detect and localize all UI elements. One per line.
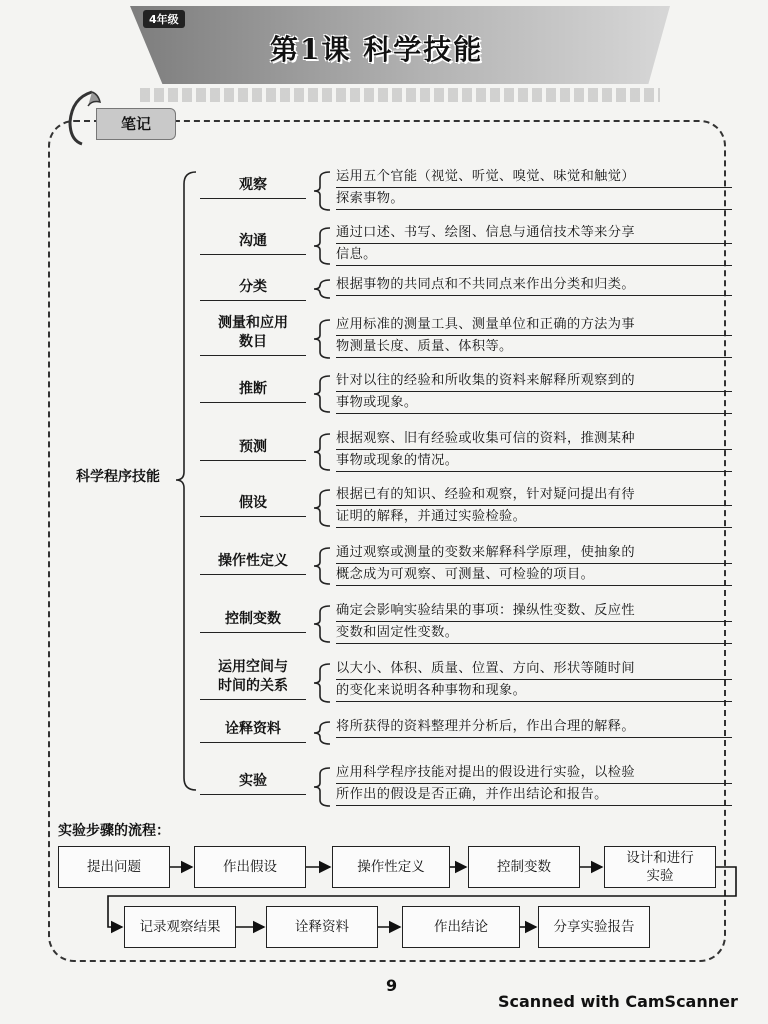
page-number: 9 <box>386 976 398 995</box>
skill-name: 观察 <box>200 176 306 199</box>
skill-name: 操作性定义 <box>200 552 306 575</box>
skill-name: 诠释资料 <box>200 720 306 743</box>
skill-name: 控制变数 <box>200 610 306 633</box>
description-line: 以大小、体积、质量、位置、方向、形状等随时间 <box>336 658 732 680</box>
skill-name: 测量和应用 数目 <box>200 314 306 356</box>
description-line: 证明的解释，并通过实验检验。 <box>336 506 732 528</box>
skill-name: 沟通 <box>200 232 306 255</box>
description-line: 根据事物的共同点和不共同点来作出分类和归类。 <box>336 274 732 296</box>
description-line: 应用标准的测量工具、测量单位和正确的方法为事 <box>336 314 732 336</box>
skill-name: 分类 <box>200 278 306 301</box>
description-line: 事物或现象的情况。 <box>336 450 732 472</box>
flow-step: 作出结论 <box>402 906 520 948</box>
description-line: 变数和固定性变数。 <box>336 622 732 644</box>
description-line: 通过口述、书写、绘图、信息与通信技术等来分享 <box>336 222 732 244</box>
description-line: 探索事物。 <box>336 188 732 210</box>
description-line: 应用科学程序技能对提出的假设进行实验，以检验 <box>336 762 732 784</box>
description-line: 确定会影响实验结果的事项：操纵性变数、反应性 <box>336 600 732 622</box>
flow-step: 诠释资料 <box>266 906 378 948</box>
skill-name: 推断 <box>200 380 306 403</box>
description-line: 通过观察或测量的变数来解释科学原理，使抽象的 <box>336 542 732 564</box>
flow-step: 作出假设 <box>194 846 306 888</box>
flow-title: 实验步骤的流程： <box>58 823 170 839</box>
description-line: 将所获得的资料整理并分析后，作出合理的解释。 <box>336 716 732 738</box>
scanner-watermark: Scanned with CamScanner <box>498 992 738 1011</box>
description-line: 概念成为可观察、可测量、可检验的项目。 <box>336 564 732 586</box>
description-line: 物测量长度、质量、体积等。 <box>336 336 732 358</box>
skill-name: 运用空间与 时间的关系 <box>200 658 306 700</box>
flow-step: 记录观察结果 <box>124 906 236 948</box>
flow-step: 设计和进行 实验 <box>604 846 716 888</box>
description-line: 信息。 <box>336 244 732 266</box>
skill-name: 实验 <box>200 772 306 795</box>
root-label: 科学程序技能 <box>76 469 160 485</box>
description-line: 的变化来说明各种事物和现象。 <box>336 680 732 702</box>
lesson-title: 第1课 科学技能 <box>270 33 484 66</box>
notes-label: 笔记 <box>96 108 176 140</box>
description-line: 事物或现象。 <box>336 392 732 414</box>
description-line: 根据已有的知识、经验和观察，针对疑问提出有待 <box>336 484 732 506</box>
description-line: 针对以往的经验和所收集的资料来解释所观察到的 <box>336 370 732 392</box>
skill-name: 预测 <box>200 438 306 461</box>
flow-step: 操作性定义 <box>332 846 450 888</box>
description-line: 根据观察、旧有经验或收集可信的资料，推测某种 <box>336 428 732 450</box>
description-line: 运用五个官能（视觉、听觉、嗅觉、味觉和触觉） <box>336 166 732 188</box>
skill-name: 假设 <box>200 494 306 517</box>
flow-step: 控制变数 <box>468 846 580 888</box>
description-line: 所作出的假设是否正确，并作出结论和报告。 <box>336 784 732 806</box>
flow-arrow <box>108 867 736 927</box>
grade-badge: 4年级 <box>143 10 185 28</box>
flow-step: 提出问题 <box>58 846 170 888</box>
flow-step: 分享实验报告 <box>538 906 650 948</box>
